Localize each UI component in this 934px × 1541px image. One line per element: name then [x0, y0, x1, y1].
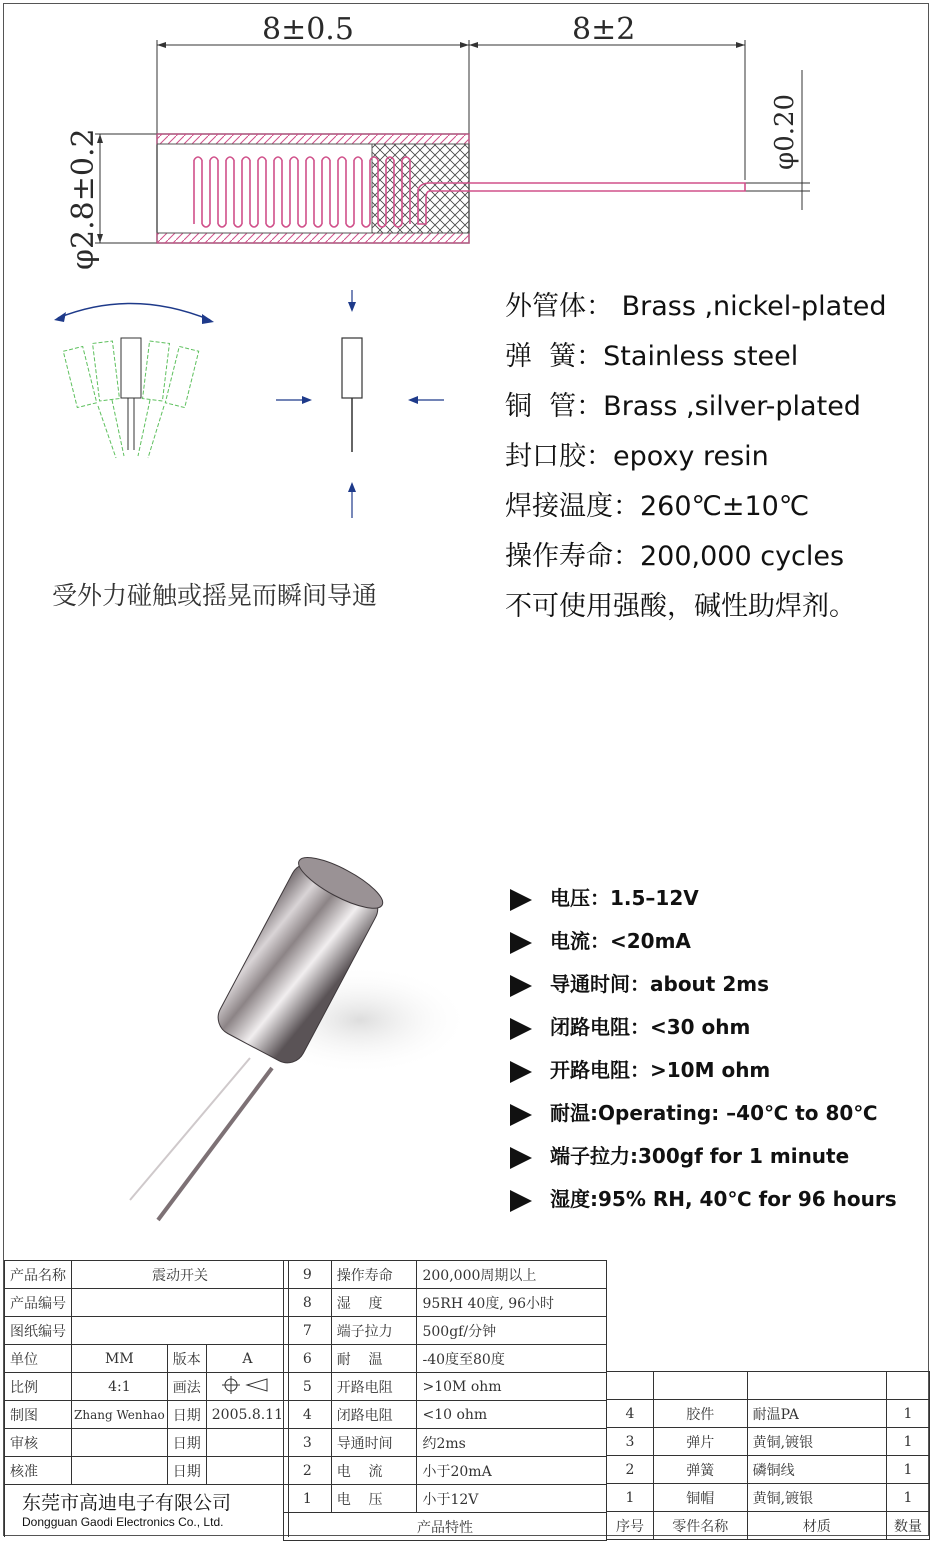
- bullet-icon: [510, 1190, 532, 1212]
- characteristics-table: [283, 1260, 607, 1541]
- review-label: 审核: [5, 1429, 72, 1457]
- bullet-icon: [510, 932, 532, 954]
- table-row: 9 操作寿命 200,000周期以上: [284, 1261, 607, 1289]
- product-code-label: 产品编号: [5, 1289, 72, 1317]
- version-label: 版本: [167, 1345, 206, 1373]
- company-name-zh: 东莞市高迪电子有限公司: [22, 1492, 232, 1514]
- material-spring: 弹 簧：Stainless steel: [505, 341, 799, 372]
- dim-lead-length: 8±2: [572, 12, 636, 47]
- spec-voltage: 电压：1.5–12V: [510, 882, 699, 911]
- spec-terminal-pull: 端子拉力:300gf for 1 minute: [510, 1140, 849, 1169]
- unit: MM: [72, 1345, 168, 1373]
- table-row: 2 弹簧 磷铜线 1: [607, 1456, 930, 1484]
- drawing-no: [72, 1317, 289, 1345]
- table-row: 4 闭路电阻 <10 ohm: [284, 1401, 607, 1429]
- projection-label: 画法: [167, 1373, 206, 1401]
- projection-symbol-icon: [206, 1373, 288, 1401]
- scale-label: 比例: [5, 1373, 72, 1401]
- dim-lead-diameter: φ0.20: [770, 93, 800, 170]
- bullet-icon: [510, 1018, 532, 1040]
- table-row: 7 端子拉力 500gf/分钟: [284, 1317, 607, 1345]
- table-row: 3 弹片 黄铜,镀银 1: [607, 1428, 930, 1456]
- product-name: 震动开关: [72, 1261, 289, 1289]
- date-label: 日期: [167, 1401, 206, 1429]
- drawing-no-label: 图纸编号: [5, 1317, 72, 1345]
- table-row: 1 电 压 小于12V: [284, 1485, 607, 1513]
- parts-header-no: 序号: [607, 1512, 654, 1540]
- material-sealant: 封口胶：epoxy resin: [505, 441, 769, 472]
- motion-caption: 受外力碰触或摇晃而瞬间导通: [52, 581, 378, 610]
- parts-header-name: 零件名称: [653, 1512, 747, 1540]
- soldering-temperature: 焊接温度：260℃±10℃: [505, 491, 810, 522]
- product-photo: [120, 850, 480, 1230]
- table-row: 4 胶件 耐温PA 1: [607, 1400, 930, 1428]
- bullet-icon: [510, 1061, 532, 1083]
- spec-humidity: 湿度:95% RH, 40℃ for 96 hours: [510, 1183, 897, 1212]
- parts-header-material: 材质: [747, 1512, 886, 1540]
- dim-body-diameter: φ2.8±0.2: [66, 128, 101, 270]
- parts-header-qty: 数量: [887, 1512, 930, 1540]
- dim-body-length: 8±0.5: [262, 12, 354, 47]
- drawn-label: 制图: [5, 1401, 72, 1429]
- approve-date-label: 日期: [167, 1457, 206, 1485]
- date: 2005.8.11: [206, 1401, 288, 1429]
- spec-open-resistance: 开路电阻：>10M ohm: [510, 1054, 770, 1083]
- bullet-icon: [510, 1147, 532, 1169]
- characteristics-footer: 产品特性: [284, 1513, 607, 1541]
- spec-temperature: 耐温:Operating: –40℃ to 80℃: [510, 1097, 878, 1126]
- product-name-label: 产品名称: [5, 1261, 72, 1289]
- table-row: 1 铜帽 黄铜,镀银 1: [607, 1484, 930, 1512]
- bullet-icon: [510, 889, 532, 911]
- spec-conduction-time: 导通时间：about 2ms: [510, 968, 769, 997]
- table-row: 3 导通时间 约2ms: [284, 1429, 607, 1457]
- table-row: 6 耐 温 -40度至80度: [284, 1345, 607, 1373]
- material-copper-tube: 铜 管：Brass ,silver-plated: [505, 391, 861, 422]
- table-row: 5 开路电阻 >10M ohm: [284, 1373, 607, 1401]
- spec-closed-resistance: 闭路电阻：<30 ohm: [510, 1011, 750, 1040]
- motion-illustration: [40, 290, 470, 530]
- company-name-en: Dongguan Gaodi Electronics Co., Ltd.: [22, 1515, 224, 1529]
- bullet-icon: [510, 1104, 532, 1126]
- approve-label: 核准: [5, 1457, 72, 1485]
- unit-label: 单位: [5, 1345, 72, 1373]
- table-row: 8 湿 度 95RH 40度, 96小时: [284, 1289, 607, 1317]
- operating-life: 操作寿命：200,000 cycles: [505, 541, 845, 572]
- product-code: [72, 1289, 289, 1317]
- scale: 4:1: [72, 1373, 168, 1401]
- table-row: 2 电 流 小于20mA: [284, 1457, 607, 1485]
- company-name: [22, 1488, 231, 1529]
- material-outer-tube: 外管体： Brass ,nickel-plated: [505, 291, 887, 322]
- flux-warning: 不可使用强酸，碱性助焊剂。: [505, 591, 856, 622]
- drawn-by: Zhang Wenhao: [72, 1401, 168, 1429]
- spec-current: 电流：<20mA: [510, 925, 691, 954]
- parts-table: [606, 1371, 930, 1540]
- version: A: [206, 1345, 288, 1373]
- review-date-label: 日期: [167, 1429, 206, 1457]
- bullet-icon: [510, 975, 532, 997]
